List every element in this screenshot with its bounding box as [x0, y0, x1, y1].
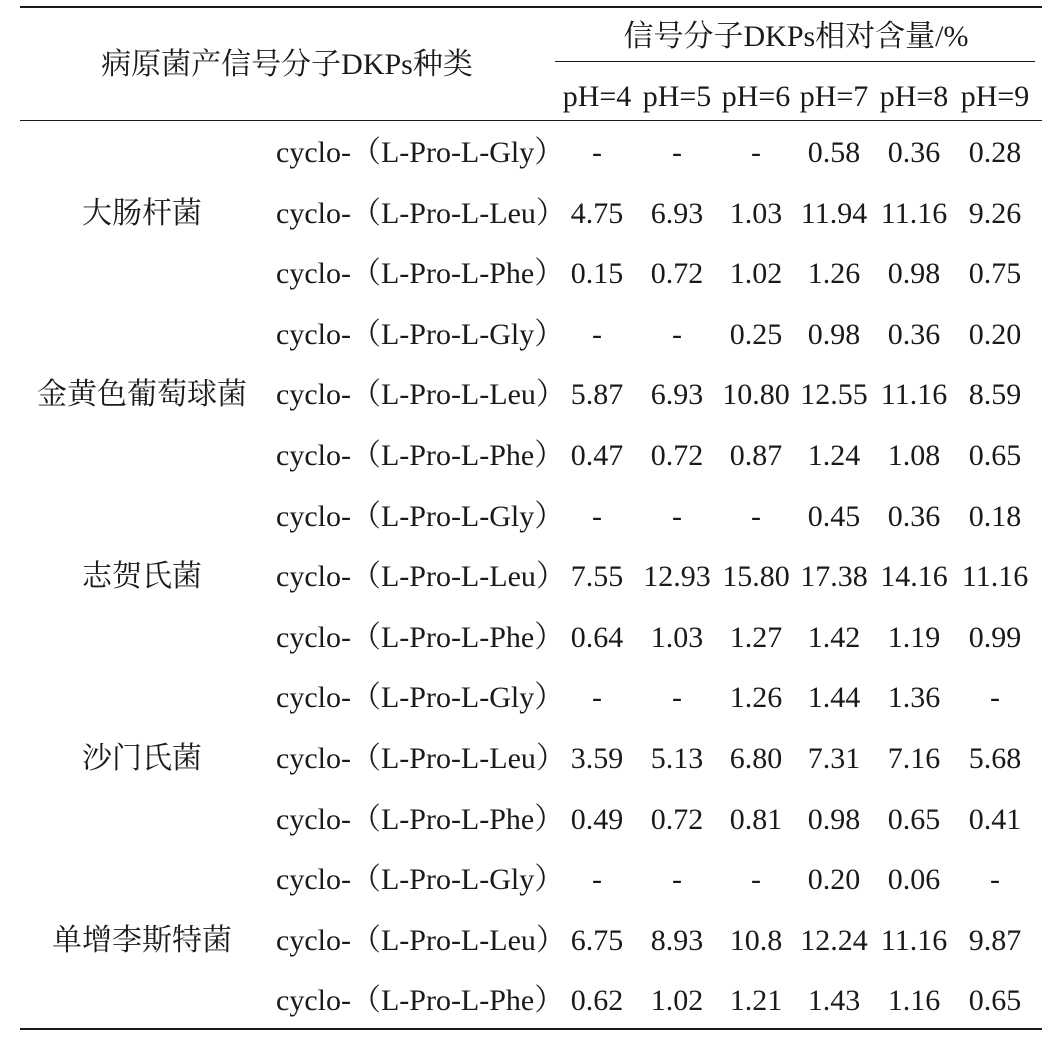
value-cell: - [751, 136, 761, 169]
value-cell: 10.80 [722, 378, 790, 412]
value-cell: 0.98 [807, 802, 861, 836]
value-cell: 0.62 [570, 984, 624, 1018]
value-cell: 1.26 [807, 257, 861, 291]
ph-header-cell: pH=6 [721, 80, 791, 113]
ph-header-cell: pH=4 [562, 80, 632, 113]
value-cell: 1.02 [729, 257, 783, 291]
pathogen-name: 大肠杆菌 [82, 196, 202, 230]
value-cell: 0.72 [650, 257, 704, 291]
value-cell: - [592, 681, 602, 715]
ph-header-cell: pH=5 [642, 80, 712, 113]
pathogen-name: 志贺氏菌 [82, 560, 202, 594]
compound-name: cyclo-（L-Pro-L-Leu） [276, 196, 566, 230]
value-cell: 0.45 [807, 499, 861, 533]
value-cell: 12.93 [643, 560, 711, 594]
value-cell: 11.16 [880, 378, 948, 412]
value-cell: 11.16 [961, 560, 1029, 594]
value-cell: 0.75 [968, 257, 1022, 291]
pathogen-dkp-type-header: 病原菌产信号分子DKPs种类 [101, 48, 473, 81]
value-cell: 0.36 [887, 136, 941, 169]
value-cell: 0.20 [968, 317, 1022, 351]
value-cell: 8.59 [968, 378, 1022, 412]
value-cell: - [751, 863, 761, 897]
pathogen-name: 单增李斯特菌 [52, 923, 232, 957]
value-cell: 1.24 [807, 439, 861, 472]
value-cell: 0.99 [968, 620, 1022, 654]
value-cell: 12.55 [800, 378, 868, 412]
value-cell: 11.94 [800, 196, 868, 230]
value-cell: 0.36 [887, 317, 941, 351]
value-cell: 1.43 [807, 984, 861, 1018]
value-cell: 5.68 [968, 742, 1022, 775]
pathogen-name: 金黄色葡萄球菌 [37, 378, 247, 412]
value-cell: 11.16 [880, 196, 948, 230]
value-cell: - [592, 136, 602, 169]
value-cell: 9.26 [968, 196, 1022, 230]
value-cell: 7.55 [570, 560, 624, 594]
value-cell: 0.65 [968, 439, 1022, 472]
value-cell: 0.58 [807, 136, 861, 169]
compound-name: cyclo-（L-Pro-L-Phe） [276, 439, 565, 472]
compound-name: cyclo-（L-Pro-L-Phe） [276, 984, 565, 1018]
value-cell: 1.42 [807, 620, 861, 654]
value-cell: 0.81 [729, 802, 783, 836]
compound-name: cyclo-（L-Pro-L-Phe） [276, 802, 565, 836]
compound-name: cyclo-（L-Pro-L-Gly） [276, 863, 565, 897]
compound-name: cyclo-（L-Pro-L-Leu） [276, 742, 566, 775]
value-cell: - [592, 499, 602, 533]
value-cell: 0.47 [570, 439, 624, 472]
value-cell: 0.65 [968, 984, 1022, 1018]
ph-header-cell: pH=7 [799, 80, 869, 113]
ph-header-cell: pH=9 [960, 80, 1030, 113]
value-cell: - [751, 499, 761, 533]
value-cell: 5.13 [650, 742, 704, 775]
header-bottom-rule [20, 120, 1042, 121]
value-cell: 8.93 [650, 923, 704, 957]
value-cell: 1.36 [887, 681, 941, 715]
value-cell: 0.18 [968, 499, 1022, 533]
compound-name: cyclo-（L-Pro-L-Gly） [276, 499, 565, 533]
value-cell: 6.80 [729, 742, 783, 775]
value-cell: 0.65 [887, 802, 941, 836]
value-cell: 1.08 [887, 439, 941, 472]
value-cell: - [672, 499, 682, 533]
value-cell: 7.31 [807, 742, 861, 775]
bottom-rule [20, 1028, 1042, 1030]
compound-name: cyclo-（L-Pro-L-Gly） [276, 136, 565, 169]
value-cell: - [672, 681, 682, 715]
value-cell: 0.41 [968, 802, 1022, 836]
value-cell: 0.64 [570, 620, 624, 654]
top-rule [20, 6, 1042, 8]
value-cell: 0.87 [729, 439, 783, 472]
value-cell: 9.87 [968, 923, 1022, 957]
value-cell: 0.98 [887, 257, 941, 291]
value-cell: 1.02 [650, 984, 704, 1018]
value-cell: 1.19 [887, 620, 941, 654]
compound-name: cyclo-（L-Pro-L-Gly） [276, 681, 565, 715]
value-cell: - [990, 681, 1000, 715]
ph-header-cell: pH=8 [879, 80, 949, 113]
value-cell: 6.93 [650, 196, 704, 230]
value-cell: 6.93 [650, 378, 704, 412]
value-cell: - [672, 863, 682, 897]
value-cell: 14.16 [880, 560, 948, 594]
value-cell: 0.06 [887, 863, 941, 897]
value-cell: - [592, 863, 602, 897]
value-cell: 1.21 [729, 984, 783, 1018]
value-cell: 7.16 [887, 742, 941, 775]
value-cell: 15.80 [722, 560, 790, 594]
value-cell: 6.75 [570, 923, 624, 957]
value-cell: 0.28 [968, 136, 1022, 169]
value-cell: 10.8 [729, 923, 783, 957]
value-cell: 0.15 [570, 257, 624, 291]
value-cell: 1.44 [807, 681, 861, 715]
value-cell: 1.03 [729, 196, 783, 230]
value-cell: 0.72 [650, 802, 704, 836]
pathogen-name: 沙门氏菌 [82, 742, 202, 775]
value-cell: 1.26 [729, 681, 783, 715]
value-cell: 11.16 [880, 923, 948, 957]
compound-name: cyclo-（L-Pro-L-Leu） [276, 378, 566, 412]
value-cell: 17.38 [800, 560, 868, 594]
value-cell: 0.20 [807, 863, 861, 897]
compound-name: cyclo-（L-Pro-L-Phe） [276, 257, 565, 291]
value-cell: - [672, 317, 682, 351]
value-cell: 0.49 [570, 802, 624, 836]
value-cell: - [592, 317, 602, 351]
group-header-underline [555, 61, 1035, 62]
value-cell: 0.36 [887, 499, 941, 533]
compound-name: cyclo-（L-Pro-L-Gly） [276, 317, 565, 351]
value-cell: 5.87 [570, 378, 624, 412]
compound-name: cyclo-（L-Pro-L-Phe） [276, 620, 565, 654]
compound-name: cyclo-（L-Pro-L-Leu） [276, 560, 566, 594]
compound-name: cyclo-（L-Pro-L-Leu） [276, 923, 566, 957]
value-cell: 12.24 [800, 923, 868, 957]
value-cell: 1.16 [887, 984, 941, 1018]
value-cell: 4.75 [570, 196, 624, 230]
value-cell: - [672, 136, 682, 169]
value-cell: 0.98 [807, 317, 861, 351]
value-cell: 1.27 [729, 620, 783, 654]
value-cell: 1.03 [650, 620, 704, 654]
relative-content-header: 信号分子DKPs相对含量/% [623, 20, 969, 53]
value-cell: 3.59 [570, 742, 624, 775]
value-cell: 0.72 [650, 439, 704, 472]
value-cell: 0.25 [729, 317, 783, 351]
value-cell: - [990, 863, 1000, 897]
